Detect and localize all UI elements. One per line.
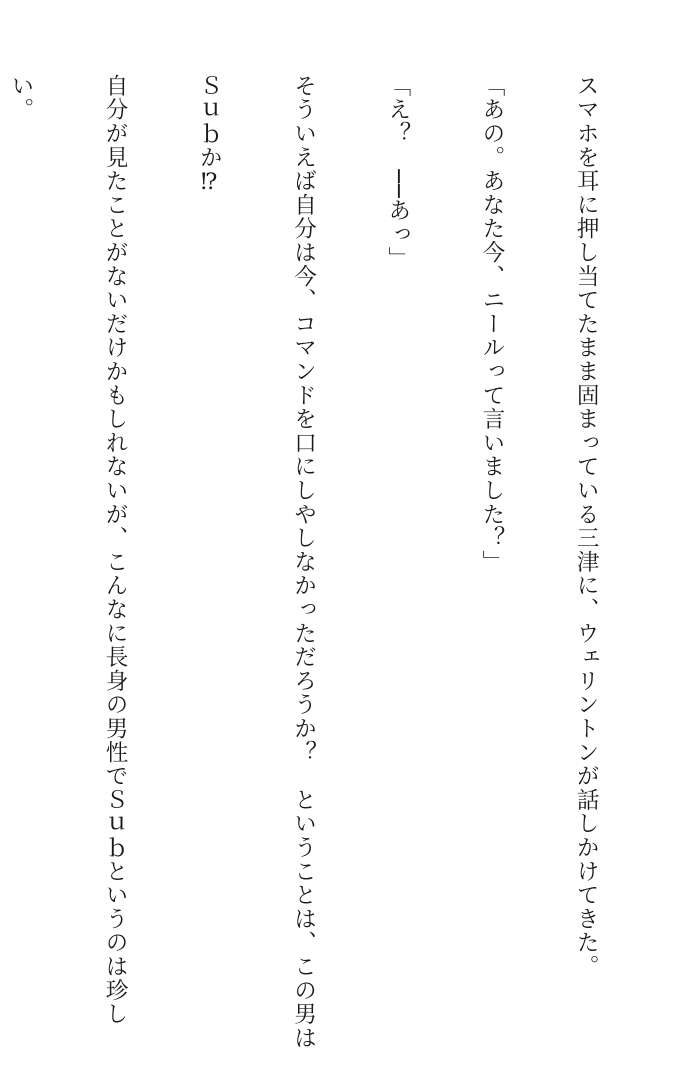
text-line: そういえば自分は今、コマンドを口にしやしなかっただろうか？ ということは、この男は bbox=[290, 74, 317, 1050]
text-line: スマホを耳に押し当てたまま固まっている三津に、ウェリントンが話しかけてきた。 bbox=[573, 74, 600, 979]
text-line: 「あの。あなた今、ニールって言いました？」 bbox=[478, 74, 505, 574]
text-line: 「え？ ──あっ」 bbox=[384, 74, 411, 271]
text-line: 自分が見たことがないだけかもしれないが、こんなに長身の男性でＳｕｂというのは珍し bbox=[102, 74, 129, 1026]
text-line: Ｓｕｂか⁉ bbox=[196, 74, 223, 197]
text-line: い。 bbox=[7, 74, 34, 122]
vertical-text-body bbox=[7, 74, 664, 1050]
